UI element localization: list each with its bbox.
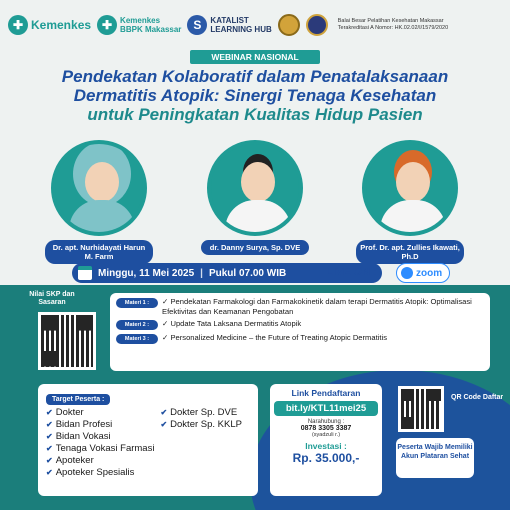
title-line-1: Pendekatan Kolaboratif dalam Penatalaksanaan	[61, 67, 449, 86]
target-item	[46, 407, 154, 419]
katalist-logo-text	[210, 16, 271, 34]
emblem-icon-2	[306, 14, 328, 36]
contact-label: Narahubung :	[307, 419, 345, 425]
registration-title: Link Pendaftaran	[291, 388, 361, 398]
event-time: Pukul 07.00 WIB	[208, 267, 287, 279]
contact-phone[interactable]: 0878 3305 3387	[300, 425, 352, 432]
target-item-label: Apoteker Spesialis	[55, 467, 135, 478]
zoom-label: zoom	[416, 267, 443, 279]
speaker-photo	[51, 140, 147, 236]
check-icon: ✔	[160, 420, 168, 429]
target-item	[46, 467, 154, 479]
check-icon: ✔	[46, 408, 53, 417]
check-icon: ✔	[46, 444, 53, 453]
materi-tag: Materi 3 :	[116, 334, 158, 344]
contact-name: (syadzuli r.)	[311, 432, 341, 438]
materi-item	[116, 333, 484, 344]
target-item	[46, 419, 154, 431]
materi-text: ✓ Personalized Medicine – the Future of Treating Atopic Dermatitis	[162, 333, 388, 342]
target-item-label: Bidan Vokasi	[55, 431, 111, 442]
investment-label: Investasi :	[305, 441, 347, 451]
accreditation-text: Balai Besar Pelatihan Kesehatan Makassar Terakreditasi A Nomor: HK.02.02/I/1579/2020	[337, 18, 449, 31]
katalist-line2: LEARNING HUB	[210, 25, 272, 34]
speaker-name: Prof. Dr. apt. Zullies Ikawati, Ph.D	[356, 240, 464, 264]
katalist-logo-icon: S	[187, 15, 207, 35]
target-item-label: Dokter	[55, 407, 84, 418]
kemenkes-logo	[8, 15, 91, 35]
speaker-2	[200, 140, 310, 255]
speaker-name: Dr. apt. Nurhidayati Harun M. Farm	[45, 240, 153, 264]
target-item-label: Bidan Profesi	[55, 419, 113, 430]
check-icon: ✔	[46, 432, 53, 441]
bbpk-logo-text	[120, 16, 181, 34]
target-item	[46, 443, 154, 455]
calendar-icon	[78, 266, 92, 280]
bbpk-line2: BBPK Makassar	[120, 25, 182, 34]
zoom-icon	[401, 267, 413, 279]
target-item	[46, 431, 154, 443]
speaker-name: dr. Danny Surya, Sp. DVE	[201, 240, 309, 255]
materi-item	[116, 297, 484, 316]
event-title	[12, 67, 498, 124]
bbpk-logo	[97, 15, 181, 35]
target-item	[160, 419, 242, 431]
materi-box	[110, 293, 490, 371]
speaker-1	[44, 140, 154, 264]
plataran-note: Peserta Wajib Memiliki Akun Plataran Sehat	[396, 438, 474, 478]
check-icon: ✔	[160, 408, 168, 417]
bbpk-logo-icon: ✚	[97, 15, 117, 35]
investment-value: Rp. 35.000,-	[292, 451, 360, 465]
katalist-line1: KATALIST	[210, 16, 249, 25]
registration-box	[270, 384, 382, 496]
speaker-photo	[362, 140, 458, 236]
target-item-label: Dokter Sp. KKLP	[170, 419, 242, 430]
check-icon: ✔	[46, 456, 53, 465]
target-item	[46, 455, 154, 467]
materi-item	[116, 319, 484, 330]
speaker-photo	[207, 140, 303, 236]
separator: |	[200, 267, 203, 279]
qr-code-skp[interactable]	[38, 312, 96, 370]
target-item-label: Tenaga Vokasi Farmasi	[55, 443, 155, 454]
qr-daftar-label: QR Code Daftar	[451, 394, 504, 401]
target-item-label: Dokter Sp. DVE	[170, 407, 238, 418]
katalist-logo	[187, 15, 271, 35]
qr-code-daftar[interactable]	[398, 386, 444, 432]
emblem-icon	[278, 14, 300, 36]
target-column-2	[160, 407, 242, 479]
speaker-3	[355, 140, 465, 264]
title-line-2: Dermatitis Atopik: Sinergi Tenaga Kesehatan	[73, 86, 437, 105]
skp-label: Nilai SKP dan Sasaran	[29, 291, 75, 306]
logo-row	[8, 6, 502, 44]
target-item-label: Apoteker	[55, 455, 94, 466]
target-column-1	[46, 407, 154, 479]
target-title: Target Peserta :	[46, 394, 110, 405]
webinar-badge: WEBINAR NASIONAL	[190, 50, 320, 64]
kemenkes-logo-text: Kemenkes	[31, 18, 92, 32]
event-date: Minggu, 11 Mei 2025	[98, 267, 195, 279]
bbpk-line1: Kemenkes	[120, 16, 161, 25]
kemenkes-logo-icon: ✚	[8, 15, 28, 35]
materi-text: ✓ Update Tata Laksana Dermatitis Atopik	[162, 319, 302, 328]
target-box	[38, 384, 258, 496]
registration-link[interactable]: bit.ly/KTL11mei25	[274, 401, 378, 416]
materi-text: ✓ Pendekatan Farmakologi dan Farmakokinetik dalam terapi Dermatitis Atopik: Optimalisasi Efektivitas dan Keamanan Pengobatan	[162, 297, 472, 316]
zoom-badge	[396, 263, 450, 283]
materi-tag: Materi 1 :	[116, 298, 158, 308]
materi-tag: Materi 2 :	[116, 320, 158, 330]
title-line-3: untuk Peningkatan Kualitas Hidup Pasien	[87, 105, 423, 124]
live-on-label: LIVE ON :	[326, 266, 377, 278]
check-icon: ✔	[46, 420, 53, 429]
check-icon: ✔	[46, 468, 53, 477]
target-item	[160, 407, 242, 419]
